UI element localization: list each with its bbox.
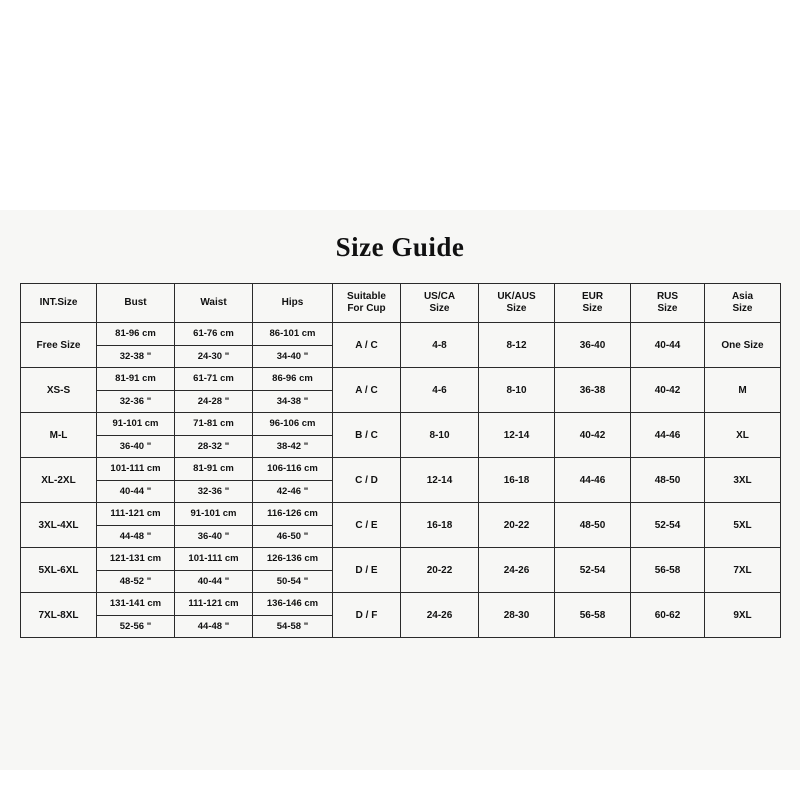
cell-asia: One Size	[705, 323, 781, 368]
cell-waist	[175, 593, 253, 638]
cell-uk-aus: 20-22	[479, 503, 555, 548]
column-header-int-size	[21, 284, 97, 323]
table-row	[21, 548, 781, 593]
cell-cup: D / F	[333, 593, 401, 638]
column-header-rus-line1: RUS	[656, 291, 679, 302]
column-header-eur-size	[555, 284, 631, 323]
cell-int-size: 3XL-4XL	[21, 503, 97, 548]
column-header-asia-size	[705, 284, 781, 323]
cell-bust-cm: 101-111 cm	[97, 458, 174, 481]
cell-bust-in: 44-48 "	[119, 530, 152, 542]
cell-hips	[253, 548, 333, 593]
cell-eur: 56-58	[555, 593, 631, 638]
column-header-eur-line1: EUR	[581, 291, 604, 302]
table-header	[21, 284, 781, 323]
cell-waist-cm: 101-111 cm	[175, 548, 252, 571]
cell-us-ca: 20-22	[401, 548, 479, 593]
cell-rus: 40-42	[631, 368, 705, 413]
column-header-asia-line1: Asia	[731, 291, 754, 302]
column-header-eur-line2: Size	[582, 303, 603, 314]
cell-waist	[175, 368, 253, 413]
cell-waist-cm: 71-81 cm	[175, 413, 252, 436]
cell-hips-cm: 116-126 cm	[253, 503, 332, 526]
column-header-us-ca-size	[401, 284, 479, 323]
cell-waist-cm: 81-91 cm	[175, 458, 252, 481]
cell-hips-cm: 136-146 cm	[253, 593, 332, 616]
table-row	[21, 368, 781, 413]
table-row	[21, 503, 781, 548]
cell-hips	[253, 323, 333, 368]
column-header-bust-line1: Bust	[124, 297, 147, 308]
cell-hips-in: 38-42 "	[276, 440, 309, 452]
cell-cup: D / E	[333, 548, 401, 593]
cell-bust-cm: 91-101 cm	[97, 413, 174, 436]
cell-waist-cm: 61-71 cm	[175, 368, 252, 391]
cell-waist-in: 36-40 "	[197, 530, 230, 542]
cell-cup: A / C	[333, 323, 401, 368]
cell-waist-in: 24-28 "	[197, 395, 230, 407]
cell-hips-in: 46-50 "	[276, 530, 309, 542]
cell-int-size: XS-S	[21, 368, 97, 413]
cell-waist-in: 40-44 "	[197, 575, 230, 587]
cell-asia: 7XL	[705, 548, 781, 593]
cell-eur: 52-54	[555, 548, 631, 593]
cell-cup: C / D	[333, 458, 401, 503]
table-row	[21, 413, 781, 458]
cell-uk-aus: 16-18	[479, 458, 555, 503]
cell-cup: B / C	[333, 413, 401, 458]
column-header-waist-line1: Waist	[200, 297, 227, 308]
cell-us-ca: 24-26	[401, 593, 479, 638]
cell-waist-in: 32-36 "	[197, 485, 230, 497]
column-header-rus-line2: Size	[657, 303, 678, 314]
cell-hips-cm: 106-116 cm	[253, 458, 332, 481]
cell-bust	[97, 503, 175, 548]
cell-cup: C / E	[333, 503, 401, 548]
cell-uk-aus: 8-12	[479, 323, 555, 368]
table-row	[21, 458, 781, 503]
column-header-bust	[97, 284, 175, 323]
page-title: Size Guide	[335, 232, 465, 262]
table-row	[21, 323, 781, 368]
cell-int-size: M-L	[21, 413, 97, 458]
cell-bust-cm: 121-131 cm	[97, 548, 174, 571]
cell-eur: 36-40	[555, 323, 631, 368]
table-header-row	[21, 284, 781, 323]
cell-us-ca: 16-18	[401, 503, 479, 548]
cell-hips	[253, 593, 333, 638]
cell-bust-cm: 111-121 cm	[97, 503, 174, 526]
column-header-cup-line1: Suitable	[347, 291, 386, 302]
cell-bust-in: 48-52 "	[119, 575, 152, 587]
cell-waist	[175, 458, 253, 503]
cell-us-ca: 4-6	[401, 368, 479, 413]
cell-eur: 48-50	[555, 503, 631, 548]
cell-hips	[253, 368, 333, 413]
cell-us-ca: 4-8	[401, 323, 479, 368]
cell-bust-in: 32-36 "	[119, 395, 152, 407]
size-table	[20, 283, 781, 638]
cell-bust	[97, 458, 175, 503]
cell-hips-cm: 96-106 cm	[253, 413, 332, 436]
cell-waist-in: 44-48 "	[197, 620, 230, 632]
cell-eur: 36-38	[555, 368, 631, 413]
cell-waist-in: 28-32 "	[197, 440, 230, 452]
cell-hips	[253, 413, 333, 458]
column-header-int-size-line1: INT.Size	[39, 297, 78, 308]
cell-uk-aus: 12-14	[479, 413, 555, 458]
column-header-ukaus-line1: UK/AUS	[497, 291, 536, 302]
table-row	[21, 593, 781, 638]
cell-rus: 60-62	[631, 593, 705, 638]
column-header-asia-line2: Size	[732, 303, 753, 314]
cell-eur: 44-46	[555, 458, 631, 503]
cell-waist-in: 24-30 "	[197, 350, 230, 362]
cell-waist	[175, 548, 253, 593]
column-header-suitable-for-cup	[333, 284, 401, 323]
cell-bust	[97, 323, 175, 368]
cell-bust-in: 40-44 "	[119, 485, 152, 497]
cell-int-size: XL-2XL	[21, 458, 97, 503]
cell-asia: M	[705, 368, 781, 413]
cell-bust-in: 36-40 "	[119, 440, 152, 452]
cell-int-size: 5XL-6XL	[21, 548, 97, 593]
table-body	[21, 323, 781, 638]
cell-asia: 5XL	[705, 503, 781, 548]
cell-hips-cm: 86-101 cm	[253, 323, 332, 346]
cell-hips-in: 34-40 "	[276, 350, 309, 362]
cell-hips-in: 50-54 "	[276, 575, 309, 587]
cell-rus: 52-54	[631, 503, 705, 548]
cell-bust-in: 52-56 "	[119, 620, 152, 632]
cell-bust	[97, 413, 175, 458]
cell-waist	[175, 323, 253, 368]
cell-int-size: 7XL-8XL	[21, 593, 97, 638]
cell-cup: A / C	[333, 368, 401, 413]
cell-uk-aus: 24-26	[479, 548, 555, 593]
cell-uk-aus: 8-10	[479, 368, 555, 413]
cell-us-ca: 12-14	[401, 458, 479, 503]
cell-bust	[97, 548, 175, 593]
cell-waist	[175, 503, 253, 548]
cell-us-ca: 8-10	[401, 413, 479, 458]
column-header-usca-line1: US/CA	[423, 291, 456, 302]
column-header-ukaus-line2: Size	[506, 303, 527, 314]
cell-uk-aus: 28-30	[479, 593, 555, 638]
cell-waist-cm: 111-121 cm	[175, 593, 252, 616]
size-table-container	[20, 283, 780, 638]
cell-bust-cm: 81-91 cm	[97, 368, 174, 391]
column-header-hips-line1: Hips	[281, 297, 304, 308]
cell-bust	[97, 368, 175, 413]
cell-rus: 44-46	[631, 413, 705, 458]
cell-bust-cm: 81-96 cm	[97, 323, 174, 346]
column-header-uk-aus-size	[479, 284, 555, 323]
column-header-waist	[175, 284, 253, 323]
cell-waist	[175, 413, 253, 458]
cell-asia: 3XL	[705, 458, 781, 503]
column-header-rus-size	[631, 284, 705, 323]
cell-rus: 56-58	[631, 548, 705, 593]
cell-asia: 9XL	[705, 593, 781, 638]
cell-bust-cm: 131-141 cm	[97, 593, 174, 616]
cell-hips-in: 54-58 "	[276, 620, 309, 632]
cell-rus: 48-50	[631, 458, 705, 503]
cell-rus: 40-44	[631, 323, 705, 368]
cell-hips-cm: 86-96 cm	[253, 368, 332, 391]
column-header-usca-line2: Size	[429, 303, 450, 314]
cell-hips-cm: 126-136 cm	[253, 548, 332, 571]
cell-eur: 40-42	[555, 413, 631, 458]
cell-int-size: Free Size	[21, 323, 97, 368]
column-header-hips	[253, 284, 333, 323]
cell-hips-in: 34-38 "	[276, 395, 309, 407]
cell-waist-cm: 61-76 cm	[175, 323, 252, 346]
cell-hips	[253, 503, 333, 548]
cell-asia: XL	[705, 413, 781, 458]
cell-hips-in: 42-46 "	[276, 485, 309, 497]
column-header-cup-line2: For Cup	[347, 303, 386, 314]
cell-bust-in: 32-38 "	[119, 350, 152, 362]
cell-waist-cm: 91-101 cm	[175, 503, 252, 526]
cell-bust	[97, 593, 175, 638]
cell-hips	[253, 458, 333, 503]
